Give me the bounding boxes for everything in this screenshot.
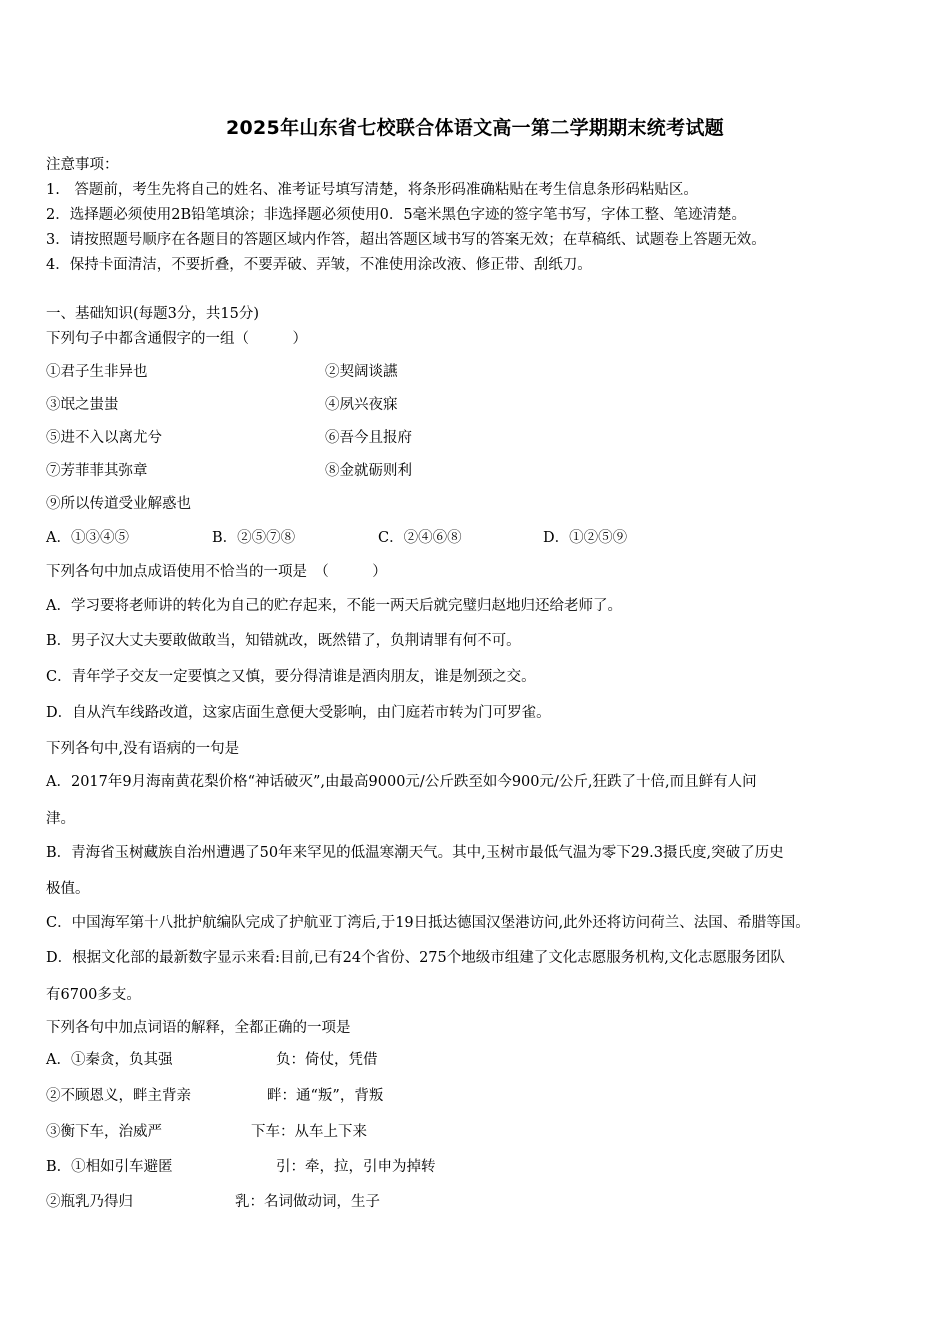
q3-option-a-cont: 津。	[46, 811, 75, 827]
q1-item: ⑤进不入以离尤兮	[46, 430, 162, 446]
q3-option-d: D．根据文化部的最新数字显示来看:目前,已有24个省份、275个地级市组建了文化志愿服务机构,文化志愿服务团队	[46, 950, 785, 966]
q4-definition: 下车：从车上下来	[251, 1124, 367, 1140]
q4-row: ②不顾恩义，畔主背亲	[46, 1088, 191, 1104]
q4-definition: 引：牵，拉，引申为掉转	[276, 1159, 436, 1175]
q3-option-a: A．2017年9月海南黄花梨价格“神话破灭”,由最高9000元/公斤跌至如今900元/公斤,狂跌了十倍,而且鲜有人问	[46, 774, 757, 790]
question-stem: 下列各句中,没有语病的一句是	[46, 741, 240, 757]
q4-definition: 畔：通“叛”，背叛	[267, 1088, 384, 1104]
notice-item: 4．保持卡面清洁，不要折叠，不要弄破、弄皱，不准使用涂改液、修正带、刮纸刀。	[46, 257, 592, 273]
q3-option-b-cont: 极值。	[46, 881, 90, 897]
q1-item: ④夙兴夜寐	[325, 397, 398, 413]
q1-item: ⑦芳菲菲其弥章	[46, 463, 148, 479]
q1-option-b: B．②⑤⑦⑧	[212, 530, 296, 546]
q4-row: ②瓶乳乃得归	[46, 1194, 133, 1210]
page-title: 2025年山东省七校联合体语文高一第二学期期末统考试题	[226, 117, 724, 139]
q2-option-b: B．男子汉大丈夫要敢做敢当，知错就改，既然错了，负荆请罪有何不可。	[46, 633, 521, 649]
q3-option-c: C．中国海军第十八批护航编队完成了护航亚丁湾后,于19日抵达德国汉堡港访问,此外还将访问荷兰、法国、希腊等国。	[46, 915, 810, 931]
section-heading: 一、基础知识(每题3分，共15分)	[46, 306, 259, 322]
q1-item: ⑧金就砺则利	[325, 463, 412, 479]
notice-item: 2．选择题必须使用2B铅笔填涂；非选择题必须使用0．5毫米黑色字迹的签字笔书写，字体工整、笔迹清楚。	[46, 207, 747, 223]
notice-item: 3．请按照题号顺序在各题目的答题区域内作答，超出答题区域书写的答案无效；在草稿纸、试题卷上答题无效。	[46, 232, 766, 248]
q3-option-d-cont: 有6700多支。	[46, 987, 141, 1003]
q4-row: B．①相如引车避匿	[46, 1159, 173, 1175]
q1-item: ①君子生非异也	[46, 364, 148, 380]
q2-option-a: A．学习要将老师讲的转化为自己的贮存起来，不能一两天后就完璧归赵地归还给老师了。	[46, 598, 622, 614]
q4-row: ③衡下车，治威严	[46, 1124, 162, 1140]
q1-item: ⑥吾今且报府	[325, 430, 412, 446]
q4-definition: 负：倚仗，凭借	[276, 1052, 378, 1068]
q1-item: ②契阔谈讌	[325, 364, 398, 380]
q3-option-b: B．青海省玉树藏族自治州遭遇了50年来罕见的低温寒潮天气。其中,玉树市最低气温为零下29.3摄氏度,突破了历史	[46, 845, 784, 861]
question-stem: 下列各句中加点词语的解释，全都正确的一项是	[46, 1020, 351, 1036]
question-stem: 下列各句中加点成语使用不恰当的一项是 （ ）	[46, 564, 387, 580]
q1-option-d: D．①②⑤⑨	[543, 530, 628, 546]
q4-definition: 乳：名词做动词，生子	[235, 1194, 380, 1210]
q1-option-c: C．②④⑥⑧	[378, 530, 462, 546]
q1-item: ③氓之蚩蚩	[46, 397, 119, 413]
q4-row: A．①秦贪，负其强	[46, 1052, 173, 1068]
q2-option-d: D．自从汽车线路改道，这家店面生意便大受影响，由门庭若市转为门可罗雀。	[46, 705, 551, 721]
q1-option-a: A．①③④⑤	[46, 530, 129, 546]
q1-item: ⑨所以传道受业解惑也	[46, 496, 191, 512]
notice-item: 1. 答题前，考生先将自己的姓名、准考证号填写清楚，将条形码准确粘贴在考生信息条形码粘贴区。	[46, 182, 698, 198]
notice-heading: 注意事项：	[46, 157, 119, 173]
q2-option-c: C．青年学子交友一定要慎之又慎，要分得清谁是酒肉朋友，谁是刎颈之交。	[46, 669, 536, 685]
question-stem: 下列句子中都含通假字的一组（ ）	[46, 331, 307, 347]
